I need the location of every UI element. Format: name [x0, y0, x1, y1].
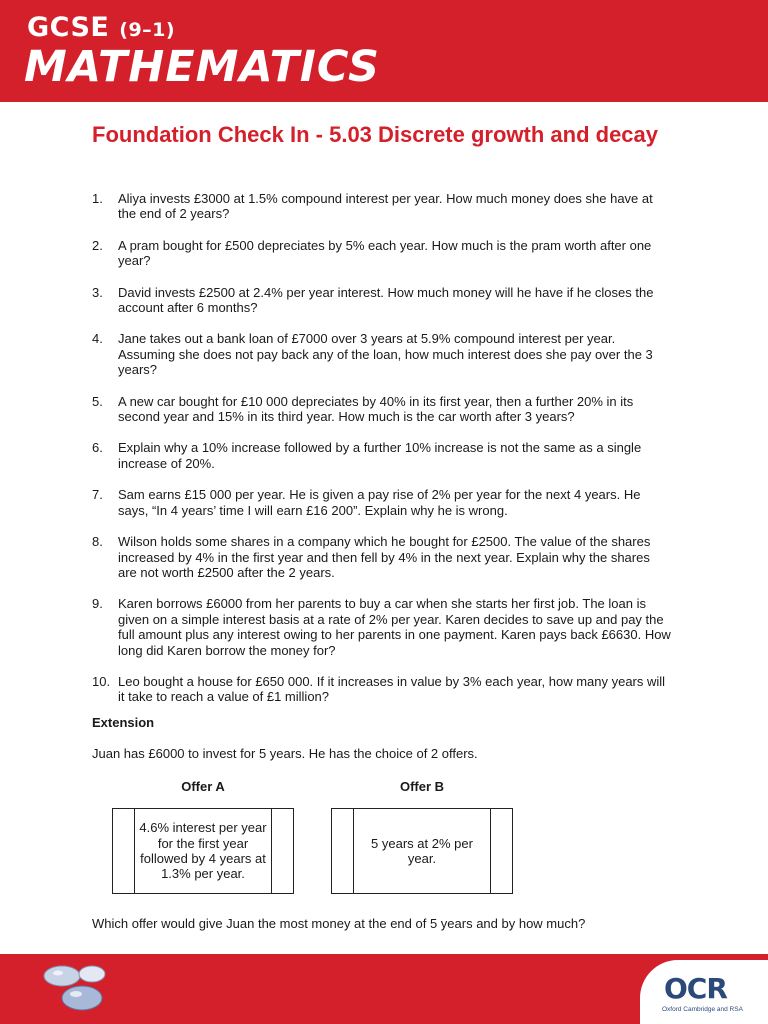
question-number: 3. [92, 284, 103, 300]
question-number: 9. [92, 596, 103, 612]
ocr-logo: OCR [664, 972, 727, 1005]
question-list [92, 191, 672, 705]
question-text: David invests £2500 at 2.4% per year interest. How much money will he have if he closes the account after 6 months? [118, 284, 654, 316]
question-number: 8. [92, 534, 103, 550]
page-title: Foundation Check In - 5.03 Discrete growth and decay [92, 122, 659, 147]
question-text: A new car bought for £10 000 depreciates by 40% in its first year, then a further 20% in its second year and 15% in its third year. How much is the car worth after 3 years? [118, 393, 634, 425]
offer-b-label: Offer B [399, 779, 445, 794]
subject-title: MATHEMATICS [24, 42, 380, 92]
question-number: 1. [92, 191, 103, 206]
question-item [92, 596, 672, 658]
gcse-label [27, 12, 175, 43]
question-item [92, 285, 672, 316]
offer-a-left-margin [113, 809, 135, 893]
question-number: 4. [92, 331, 103, 347]
question-text: Aliya invests £3000 at 1.5% compound interest per year. How much money does she have at the end of 2 years? [118, 191, 653, 222]
offer-a-label: Offer A [181, 779, 225, 794]
question-text: Explain why a 10% increase followed by a further 10% increase is not the same as a single increase of 20%. [118, 440, 642, 471]
question-item [92, 191, 672, 222]
question-text: Karen borrows £6000 from her parents to buy a car when she starts her first job. The loan is given on a simple interest basis at a rate of 2% per year. Karen decides to save up and pay the full amount plus any interest owing to her parents in one payment. Karen pays back £6630. How long did Karen borrow the money for? [118, 596, 671, 658]
question-number: 10. [92, 673, 111, 689]
offer-a-text: 4.6% interest per year for the first year followed by 4 years at 1.3% per year. [139, 820, 267, 882]
offer-b-right-margin [490, 809, 512, 893]
question-text: Wilson holds some shares in a company which he bought for £2500. The value of the shares increased by 4% in the first year and then fell by 4% in the next year. Explain why the shares are not worth £2500 after the 2 years. [118, 534, 651, 580]
ocr-logo-subtitle: Oxford Cambridge and RSA [662, 1006, 743, 1013]
question-item [92, 394, 672, 425]
question-item [92, 674, 672, 705]
question-number: 6. [92, 440, 103, 456]
question-number: 7. [92, 487, 103, 503]
offer-b-text: 5 years at 2% per year. [371, 835, 473, 866]
offer-a-box [112, 808, 294, 894]
globes-decoration-icon [36, 958, 132, 1018]
gcse-text: GCSE [27, 12, 110, 43]
header-banner [0, 0, 768, 102]
question-item [92, 331, 672, 377]
offer-b-left-margin [332, 809, 354, 893]
grade-text: (9–1) [119, 19, 176, 41]
question-item [92, 534, 672, 580]
question-item [92, 440, 672, 471]
question-text: Leo bought a house for £650 000. If it increases in value by 3% each year, how many years will it take to reach a value of £1 million? [118, 673, 666, 705]
footer-banner [0, 954, 768, 1024]
extension-question: Which offer would give Juan the most money at the end of 5 years and by how much? [92, 916, 586, 931]
question-item [92, 238, 672, 269]
extension-heading: Extension [92, 715, 155, 730]
question-number: 2. [92, 237, 103, 253]
extension-intro: Juan has £6000 to invest for 5 years. He has the choice of 2 offers. [92, 746, 478, 761]
question-text: Jane takes out a bank loan of £7000 over 3 years at 5.9% compound interest per year. Assuming she does not pay back any of the loan, how much interest does she pay over the 3 years? [118, 331, 653, 378]
question-text: Sam earns £15 000 per year. He is given a pay rise of 2% per year for the next 4 years. He says, “In 4 years’ time I will earn £16 200”. Explain why he is wrong. [118, 487, 641, 518]
question-text: A pram bought for £500 depreciates by 5% each year. How much is the pram worth after one year? [118, 237, 652, 269]
question-item [92, 487, 672, 518]
question-number: 5. [92, 393, 103, 409]
offer-a-right-margin [271, 809, 293, 893]
offer-b-box [331, 808, 513, 894]
